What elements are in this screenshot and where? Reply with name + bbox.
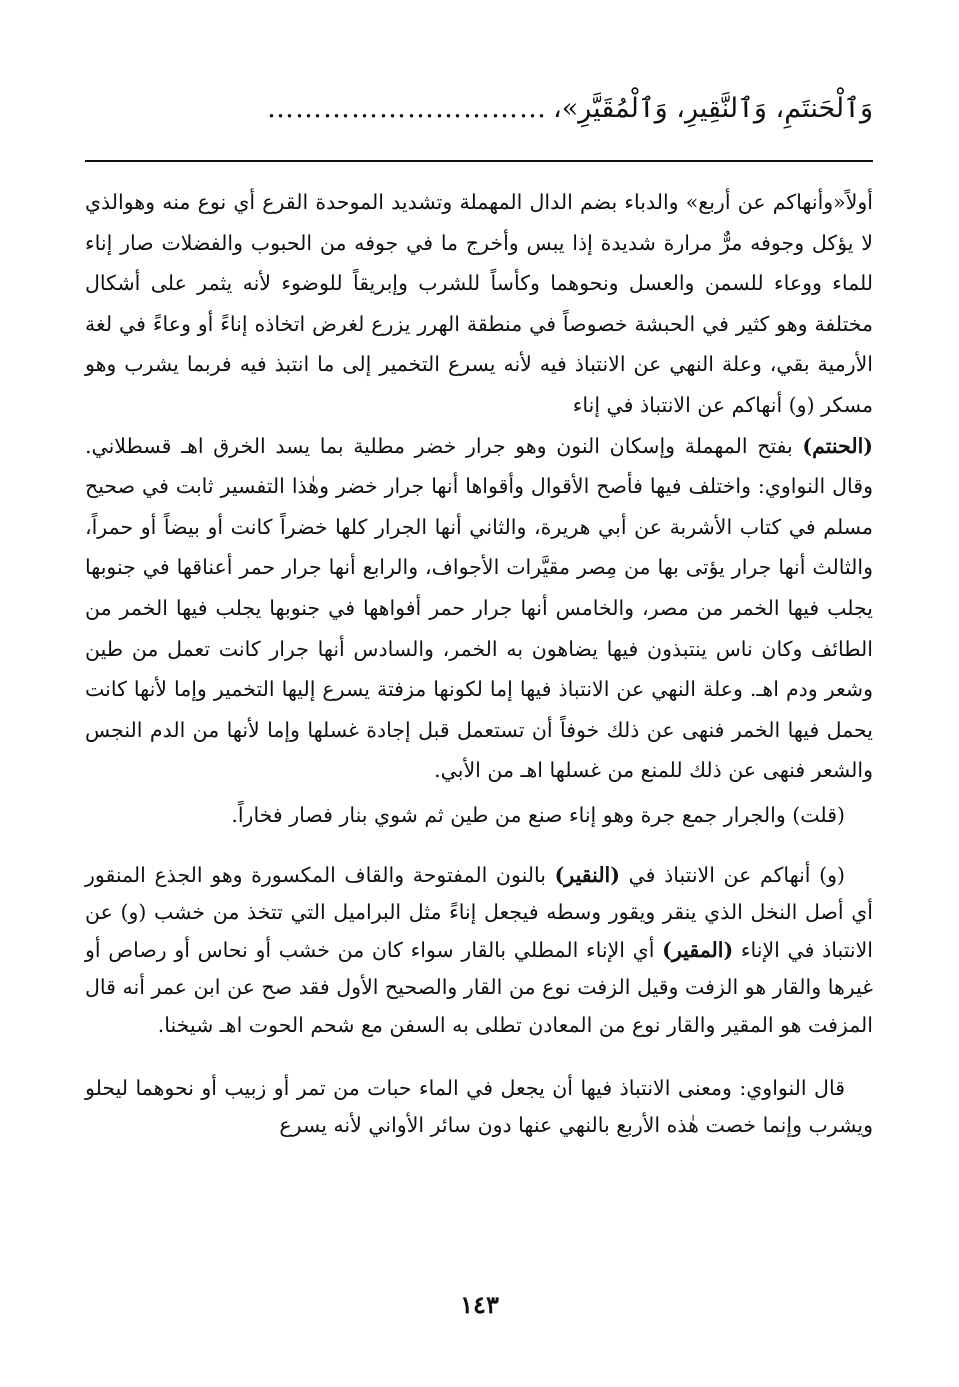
paragraph-4-text: قال النواوي: ومعنى الانتباذ فيها أن يجعل في الماء حبات من تمر أو زبيب أو نحوهما ليحلو ويشرب وإنما خصت هٰذه الأربع بالنهي عنها دون سائر الأواني لأنه يسرع xyxy=(85,1076,873,1138)
paragraph-2-text: (قلت) والجرار جمع جرة وهو إناء صنع من طين ثم شوي بنار فصار فخاراً. xyxy=(231,802,845,827)
commentary-paragraph-2 xyxy=(85,795,873,835)
paragraph-3-part-b: بالنون المفتوحة والقاف المكسورة وهو الجذع المنقور أي أصل النخل الذي ينقر ويقور وسطه فيجعل إناءً مثل البراميل التي تتخذ من خشب (و) عن الانتباذ في الإناء xyxy=(85,862,873,962)
paragraph-1-rest: بفتح المهملة وإسكان النون وهو جرار خضر مطلية بما يسد الخرق اهـ قسطلاني. وقال النواوي: واختلف فيها فأصح الأقوال وأقواها أنها جرار خضر وهٰذا التفسير ثابت في صحيح مسلم في كتاب الأشربة عن أبي هريرة، والثاني أنها الجرار كلها خضراً كانت أو بيضاً أو حمراً، والثالث أنها جرار يؤتى بها من مِصر مقيَّرات الأجواف، والرابع أنها جرار حمر أعناقها في جنوبها يجلب فيها الخمر من مصر، والخامس أنها جرار حمر أفواهها في جنوبها يجلب فيها الخمر من الطائف وكان ناس ينتبذون فيها يضاهون به الخمر، والسادس أنها جرار كانت تعمل من طين وشعر ودم اهـ. وعلة النهي عن الانتباذ فيها إما لكونها مزفتة يسرع إليها التخمير وإما لأنها كانت يحمل فيها الخمر فنهى عن ذلك خوفاً أن تستعمل قبل إجادة غسلها وإما لأنها من الدم النجس والشعر فنهى عن ذلك للمنع من غسلها اهـ من الأبي. xyxy=(85,433,873,783)
commentary-paragraph-1 xyxy=(85,182,873,791)
page-number: ١٤٣ xyxy=(460,1290,499,1319)
commentary-paragraph-4 xyxy=(85,1070,873,1144)
hadith-matn-line xyxy=(83,86,873,132)
paragraph-3-part-a: (و) أنهاكم عن الانتباذ في xyxy=(619,862,845,887)
term-naqir: (النقير) xyxy=(554,862,620,887)
commentary-paragraph-3 xyxy=(85,857,873,1045)
matn-text: وَٱلْحَنتَمِ، وَٱلنَّقِيرِ، وَٱلْمُقَيَّرِ»، xyxy=(553,93,873,124)
paragraph-1-text: أولاً«وأنهاكم عن أربع» والدباء بضم الدال المهملة وتشديد الموحدة القرع أي نوع منه وهوالذي لا يؤكل وجوفه مرٌّ مرارة شديدة إذا يبس وأخرج ما في جوفه من الحبوب والفضلات صار إناء للماء ووعاء للسمن والعسل ونحوهما وكأساً للشرب وإبريقاً للوضوء لأنه يثمر على أشكال مختلفة وهو كثير في الحبشة خصوصاً في منطقة الهرر يزرع لغرض اتخاذه إناءً أو وعاءً في لغة الأرمية بقي، وعلة النهي عن الانتباذ فيه لأنه يسرع التخمير إلى ما انتبذ فيه فربما يشرب وهو مسكر (و) أنهاكم عن الانتباذ في إناء xyxy=(85,190,873,417)
commentary-body xyxy=(85,182,873,1144)
separator-rule xyxy=(85,160,873,162)
paragraph-3-part-c: أي الإناء المطلي بالقار سواء كان من خشب أو نحاس أو رصاص أو غيرها والقار هو الزفت وقيل الزفت نوع من القار والصحيح الأول فقد صح عن ابن عمر أنه قال المزفت هو المقير والقار نوع من المعادن تطلى به السفن مع شحم الحوت اهـ شيخنا. xyxy=(85,937,873,1037)
term-muqayyar: (المقير) xyxy=(662,937,734,962)
matn-dots: ………………………… xyxy=(267,93,548,124)
term-hantam: (الحنتم) xyxy=(802,433,873,458)
